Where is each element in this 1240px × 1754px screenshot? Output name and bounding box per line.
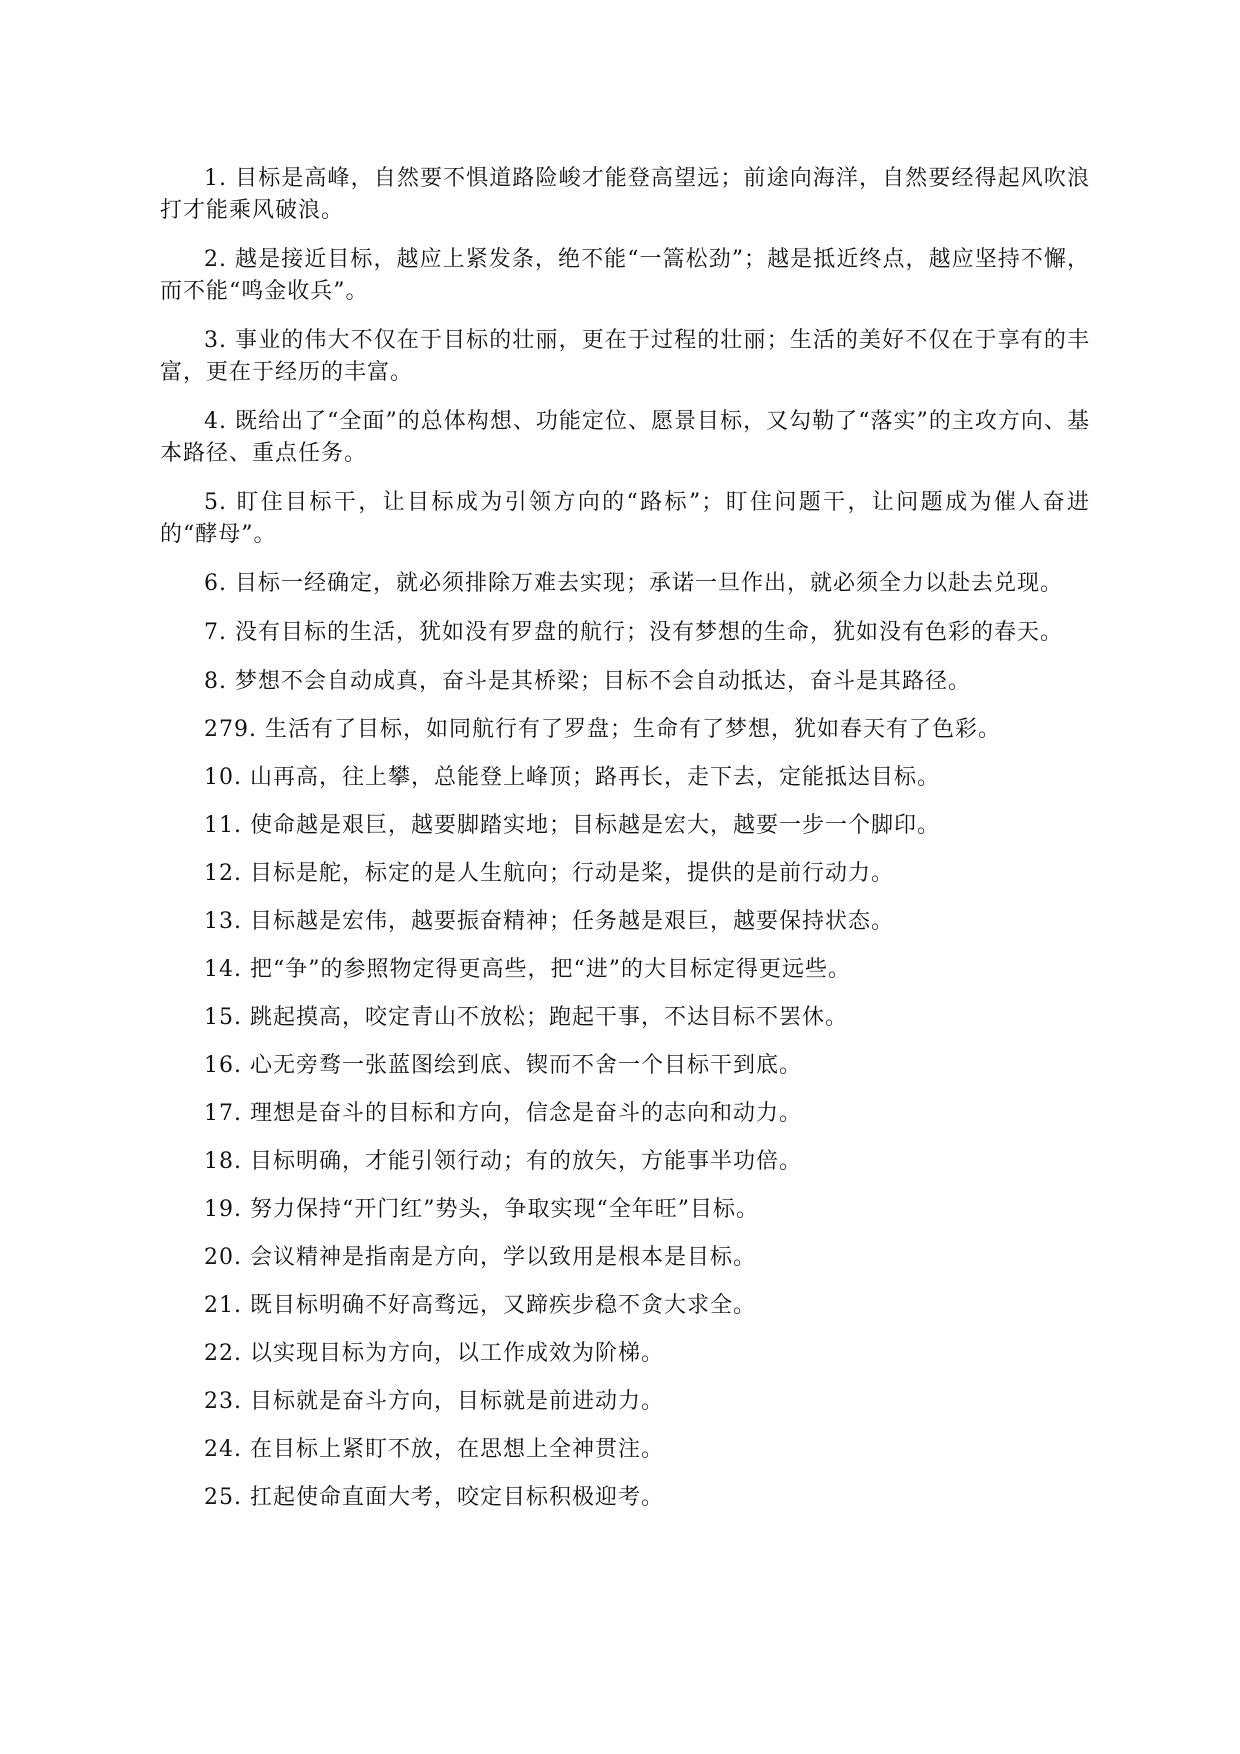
list-item: 3. 事业的伟大不仅在于目标的壮丽，更在于过程的壮丽；生活的美好不仅在于享有的丰富，更在于经历的丰富。	[160, 328, 1090, 385]
list-item: 2. 越是接近目标，越应上紧发条，绝不能“一篙松劲”；越是抵近终点，越应坚持不懈，而不能“鸣金收兵”。	[160, 247, 1090, 304]
list-item: 11. 使命越是艰巨，越要脚踏实地；目标越是宏大，越要一步一个脚印。	[204, 813, 940, 838]
list-item: 18. 目标明确，才能引领行动；有的放矢，方能事半功倍。	[204, 1149, 802, 1174]
list-item: 8. 梦想不会自动成真，奋斗是其桥梁；目标不会自动抵达，奋斗是其路径。	[204, 669, 971, 694]
list-item: 12. 目标是舵，标定的是人生航向；行动是桨，提供的是前行动力。	[204, 861, 894, 886]
list-item: 1. 目标是高峰，自然要不惧道路险峻才能登高望远；前途向海洋，自然要经得起风吹浪打才能乘风破浪。	[160, 166, 1090, 223]
list-item: 14. 把“争”的参照物定得更高些，把“进”的大目标定得更远些。	[204, 957, 851, 982]
list-item: 19. 努力保持“开门红”势头，争取实现“全年旺”目标。	[204, 1197, 759, 1222]
list-item: 6. 目标一经确定，就必须排除万难去实现；承诺一旦作出，就必须全力以赴去兑现。	[204, 571, 1063, 596]
list-item: 22. 以实现目标为方向，以工作成效为阶梯。	[204, 1341, 664, 1366]
list-item: 16. 心无旁骛一张蓝图绘到底、锲而不舍一个目标干到底。	[204, 1053, 802, 1078]
list-item: 5. 盯住目标干，让目标成为引领方向的“路标”；盯住问题干，让问题成为催人奋进的“酵母”。	[160, 490, 1090, 547]
list-item: 4. 既给出了“全面”的总体构想、功能定位、愿景目标，又勾勒了“落实”的主攻方向、基本路径、重点任务。	[160, 409, 1090, 466]
list-item: 13. 目标越是宏伟，越要振奋精神；任务越是艰巨，越要保持状态。	[204, 909, 894, 934]
list-item: 20. 会议精神是指南是方向，学以致用是根本是目标。	[204, 1245, 756, 1270]
list-item: 25. 扛起使命直面大考，咬定目标积极迎考。	[204, 1485, 664, 1510]
list-item: 10. 山再高，往上攀，总能登上峰顶；路再长，走下去，定能抵达目标。	[204, 765, 940, 790]
document-body	[160, 163, 1090, 1530]
list-item: 279. 生活有了目标，如同航行有了罗盘；生命有了梦想，犹如春天有了色彩。	[204, 717, 1001, 742]
list-item: 23. 目标就是奋斗方向，目标就是前进动力。	[204, 1389, 664, 1414]
list-item: 21. 既目标明确不好高骛远，又蹄疾步稳不贪大求全。	[204, 1293, 756, 1318]
list-item: 17. 理想是奋斗的目标和方向，信念是奋斗的志向和动力。	[204, 1101, 802, 1126]
list-item: 15. 跳起摸高，咬定青山不放松；跑起干事，不达目标不罢休。	[204, 1005, 848, 1030]
list-item: 24. 在目标上紧盯不放，在思想上全神贯注。	[204, 1437, 664, 1462]
list-item: 7. 没有目标的生活，犹如没有罗盘的航行；没有梦想的生命，犹如没有色彩的春天。	[204, 620, 1063, 645]
